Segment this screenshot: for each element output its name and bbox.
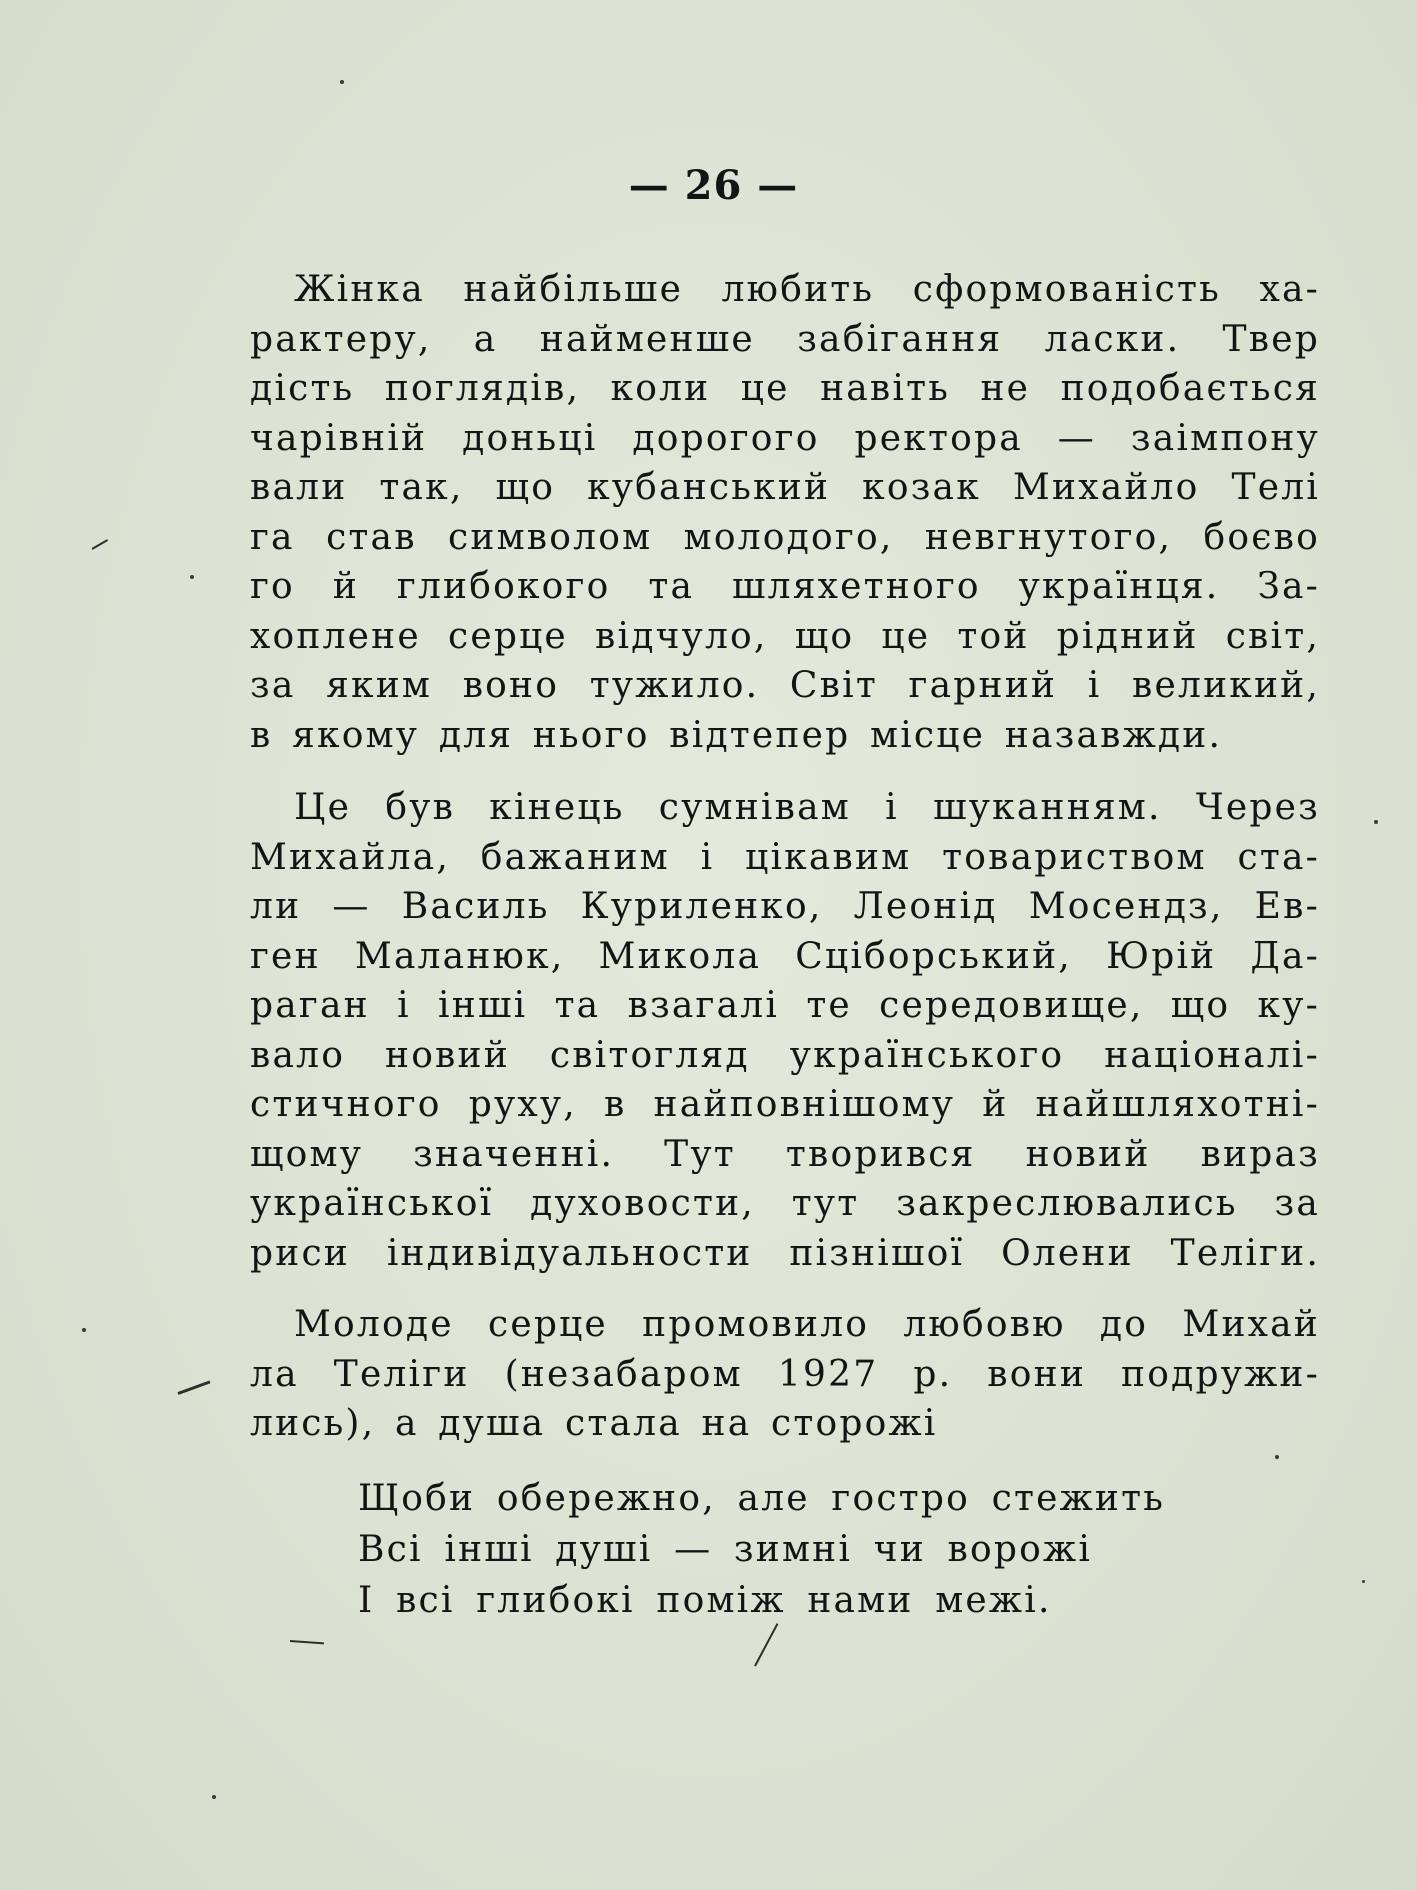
stray-mark [754,1623,778,1666]
text-line: Жінка найбільше любить сформованість ха- [294,269,1320,310]
text-line: Молоде серце промовило любовю до Михай [294,1304,1320,1345]
text-line: ла Теліги (незабаром 1927 р. вони подружи- [250,1353,1320,1395]
text-line: риси індивідуальности пізнішої Олени Теліги. [250,1232,1320,1274]
text-line: за яким воно тужило. Світ гарний і великий, [250,665,1320,706]
text-line: чарівній доньці дорогого ректора — заімпону [250,417,1320,459]
text-line: га став символом молодого, невгнутого, боєво [250,516,1320,558]
stray-mark [92,539,109,550]
text-line: ген Маланюк, Микола Сціборський, Юрій Да- [250,935,1320,977]
ink-speck [340,80,344,84]
text-line: хоплене серце відчуло, що це той рідний світ, [250,615,1320,657]
text-line: в якому для нього відтепер місце назавжди. [250,714,1223,756]
verse-line: Щоби обережно, але гостро стежить [358,1478,1166,1519]
ink-speck [82,1328,86,1332]
paragraph-1 [250,265,1320,760]
stray-mark [290,1640,324,1644]
verse-line: І всі глибокі поміж нами межі. [358,1580,1052,1621]
paragraph-2 [250,783,1320,1278]
ink-speck [190,575,194,579]
ink-speck [212,1795,216,1799]
text-line: Це був кінець сумнівам і шуканням. Через [294,787,1320,828]
verse-line: Всі інші душі — зимні чи ворожі [358,1529,1093,1570]
paragraph-3 [250,1300,1320,1449]
text-line: рактеру, а найменше забігання ласки. Твер [250,318,1320,360]
ink-speck [1362,1580,1365,1583]
text-line: вали так, що кубанський козак Михайло Телі [250,467,1320,508]
text-line: дість поглядів, коли це навіть не подобається [250,368,1320,409]
verse-quote [358,1473,1165,1626]
text-line: вало новий світогляд українського націоналі- [250,1034,1320,1076]
text-line: лись), а душа стала на сторожі [250,1403,938,1444]
text-line: ли — Василь Куриленко, Леонід Мосендз, Ев- [250,886,1320,927]
stray-mark [177,1380,210,1394]
text-line: Михайла, бажаним і цікавим товариством ста- [250,836,1320,878]
text-line: української духовости, тут закреслювались за [250,1183,1320,1224]
text-line: стичного руху, в найповнішому й найшляхотні- [250,1084,1320,1125]
page-number: — 26 — [628,162,799,209]
text-line: раган і інші та взагалі те середовище, що ку- [250,985,1320,1026]
text-line: щому значенні. Тут творився новий вираз [250,1133,1320,1175]
ink-speck [1374,820,1378,824]
text-line: го й глибокого та шляхетного українця. За- [250,566,1320,607]
ink-speck [1275,1455,1279,1459]
